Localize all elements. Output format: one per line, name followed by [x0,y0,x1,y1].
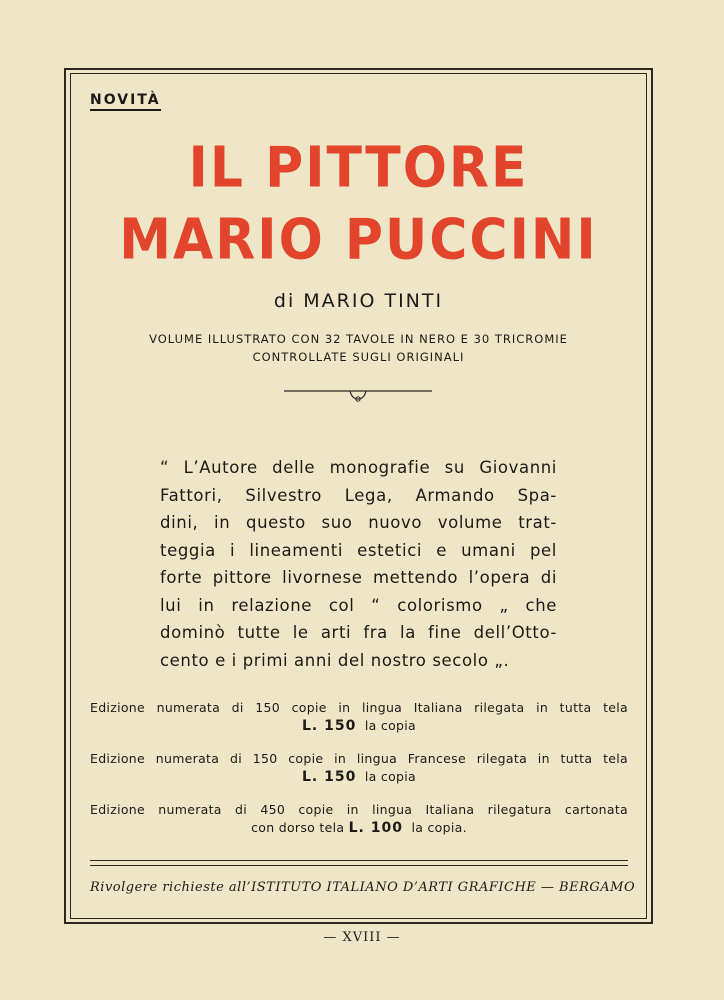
footer-contact: Rivolgere richieste all’ISTITUTO ITALIANO D’ARTI GRAFICHE — BERGAMO [90,880,636,895]
quote-line: forte pittore livornese mettendo l’opera di [160,568,557,587]
edition-price-line [90,769,628,785]
quote-block [160,458,557,678]
edition-price-suffix: la copia [364,718,416,733]
title-line-2: MARIO PUCCINI [119,207,598,273]
edition-price: L. 150 [302,769,357,785]
edition-price-prefix: con dorso tela [251,820,345,835]
edition-price: L. 150 [302,718,357,734]
quote-line: dini, in questo suo nuovo volume trat- [160,513,557,532]
ornament-divider-icon [284,384,432,408]
edition-3 [90,802,628,836]
quote-line: “ L’Autore delle monografie su Giovanni [160,458,557,477]
subtitle-line-2: CONTROLLATE SUGLI ORIGINALI [252,350,465,364]
quote-line: lui in relazione col “ colorismo „ che [160,595,557,615]
edition-description: Edizione numerata di 150 copie in lingua Francese rilegata in tutta tela [90,751,628,766]
edition-description: Edizione numerata di 450 copie in lingua Italiana rilegatura cartonata [90,802,628,817]
edition-price-suffix: la copia. [411,820,467,835]
quote-line: cento e i primi anni del nostro secolo „. [160,650,510,670]
quote-line: dominò tutte le arti fra la fine dell’Otto- [160,623,557,642]
divider-rule-top [90,860,628,861]
author-line: di MARIO TINTI [273,290,444,312]
edition-2 [90,751,628,785]
edition-price-suffix: la copia [364,769,416,784]
subtitle-line-1: VOLUME ILLUSTRATO CON 32 TAVOLE IN NERO E 30 TRICROMIE [149,332,568,346]
quote-line: teggia i lineamenti estetici e umani pel [160,540,557,560]
edition-price-line [90,718,628,734]
edition-price-line [90,820,628,836]
edition-1 [90,700,628,734]
title-line-1: IL PITTORE [188,135,529,201]
divider-rule-bottom [90,865,628,866]
novita-label: NOVITÀ [90,92,161,111]
quote-line: Fattori, Silvestro Lega, Armando Spa- [160,485,557,505]
edition-price: L. 100 [348,820,403,836]
edition-description: Edizione numerata di 150 copie in lingua Italiana rilegata in tutta tela [90,700,628,715]
page-number: — XVIII — [323,930,401,945]
